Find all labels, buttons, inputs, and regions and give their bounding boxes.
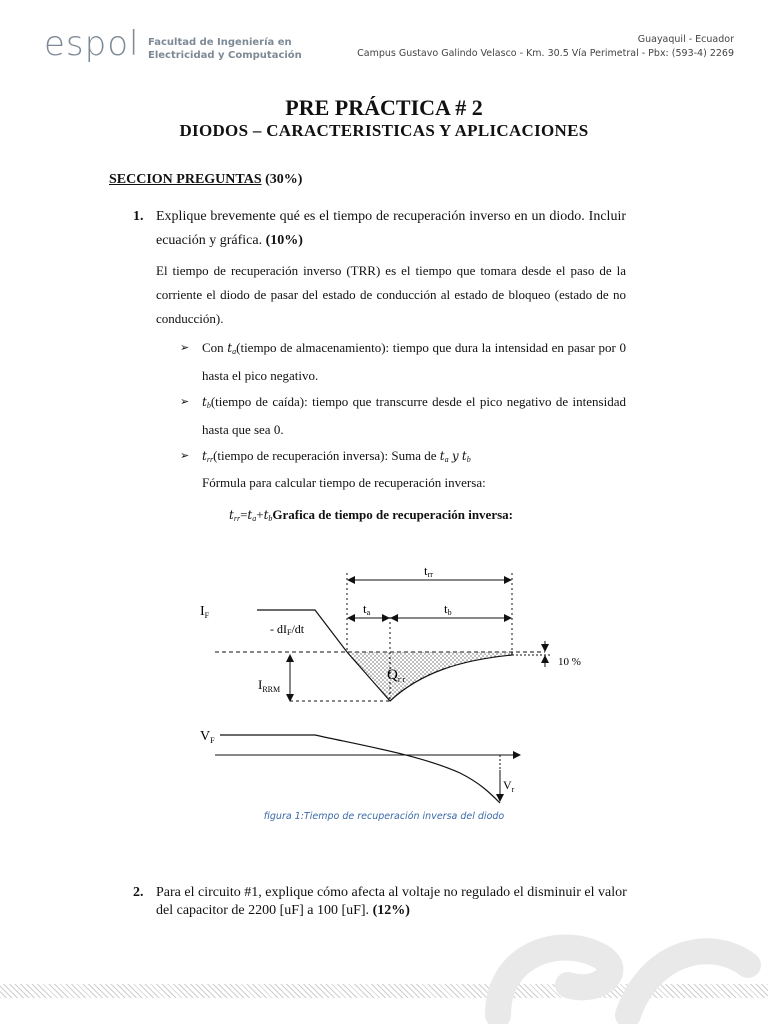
formula-eq: = (240, 507, 248, 522)
var-t: t (202, 449, 207, 463)
var-sub: rr (206, 455, 214, 464)
formula-a: t (247, 508, 253, 522)
figure-caption: figura 1:Tiempo de recuperación inversa del diodo (263, 811, 505, 822)
bullet-trr (180, 444, 626, 472)
label-ten-pct: 10 % (558, 656, 581, 668)
label-vf: $V_F$ (200, 729, 215, 745)
section-heading (109, 172, 302, 188)
var-y: y (451, 449, 459, 463)
reverse-recovery-diagram (190, 555, 610, 813)
var-sub: b (206, 401, 211, 410)
formula-a-sub: a (252, 514, 257, 523)
header-address (357, 33, 734, 61)
faculty-line-1: Facultad de Ingeniería en (148, 37, 292, 48)
question-2-number: 2. (133, 885, 144, 900)
voltage-curve (220, 735, 500, 803)
bullet-text: (tiempo de almacenamiento): tiempo que dura la intensidad en pasar por 0 hasta el pico negativo. (202, 340, 626, 383)
bullet-text: (tiempo de recuperación inversa): Suma de (213, 448, 437, 463)
formula-plus: + (256, 507, 264, 522)
header-campus: Campus Gustavo Galindo Velasco - Km. 30.5 Vía Perimetral - Pbx: (593-4) 2269 (357, 48, 734, 59)
question-1-number: 1. (133, 209, 144, 224)
var-t: t (439, 449, 445, 463)
label-tb: tb (444, 601, 452, 617)
var-sub: a (444, 455, 449, 464)
question-2-weight: (12%) (372, 903, 410, 918)
arrow-bullet-icon: ➢ (180, 449, 190, 462)
arrow-bullet-icon: ➢ (180, 395, 190, 408)
formula-intro: Fórmula para calcular tiempo de recuperación inversa: (202, 475, 486, 490)
bullet-tb (180, 390, 626, 442)
page-title: PRE PRÁCTICA # 2 (285, 95, 483, 120)
question-1-text: Explique brevemente qué es el tiempo de recuperación inverso en un diodo. Incluir ecuación y gráfica. (156, 209, 626, 248)
question-1-answer: El tiempo de recuperación inverso (TRR) es el tiempo que tomara desde el paso de la corriente el diodo de pasar del estado de conducción al estado de bloqueo (estado de no conducción). (156, 263, 626, 326)
label-dif-dt: - dIF/dt (270, 622, 305, 637)
var-sub: b (466, 455, 471, 464)
label-irrm: $I_{RRM}$ (258, 677, 281, 694)
formula-line (229, 507, 513, 523)
arrow-bullet-icon: ➢ (180, 341, 190, 354)
label-ta: ta (363, 601, 371, 617)
espol-logo: espol (44, 24, 140, 64)
var-t: t (461, 449, 467, 463)
label-if: $I_F$ (200, 604, 210, 620)
formula-lhs: t (229, 508, 234, 522)
formula-b-sub: b (268, 514, 273, 523)
page-subtitle: DIODOS – CARACTERISTICAS Y APLICACIONES (179, 121, 589, 140)
formula-lhs-sub: rr (233, 514, 241, 523)
question-2-text: Para el circuito #1, explique cómo afecta al voltaje no regulado el disminuir el valor del capacitor de 2200 [uF] a 100 [uF]. (156, 885, 627, 918)
header-city: Guayaquil - Ecuador (637, 34, 734, 45)
faculty-line-2: Electricidad y Computación (148, 50, 302, 61)
section-label: SECCION PREGUNTAS (109, 172, 262, 187)
label-vr: $V_r$ (503, 778, 515, 794)
var-t: t (202, 395, 207, 409)
var-sub: a (232, 347, 237, 356)
label-trr: trr (424, 563, 433, 579)
watermark-logo-icon (478, 915, 768, 1024)
graph-title: Grafica de tiempo de recuperación inversa: (272, 507, 513, 522)
question-1-weight: (10%) (265, 233, 303, 248)
faculty-name (148, 36, 302, 62)
label-qrr: $Q_{r r}$ (387, 667, 406, 684)
bullet-prefix: Con (202, 340, 224, 355)
var-t: t (227, 341, 233, 355)
bullet-ta (180, 336, 626, 388)
question-1 (133, 205, 626, 253)
bullet-text: (tiempo de caída): tiempo que transcurre desde el pico negativo de intensidad hasta que sea 0. (202, 394, 626, 437)
formula-b: t (263, 508, 269, 522)
section-weight: (30%) (265, 172, 303, 187)
qrr-area (347, 652, 512, 701)
